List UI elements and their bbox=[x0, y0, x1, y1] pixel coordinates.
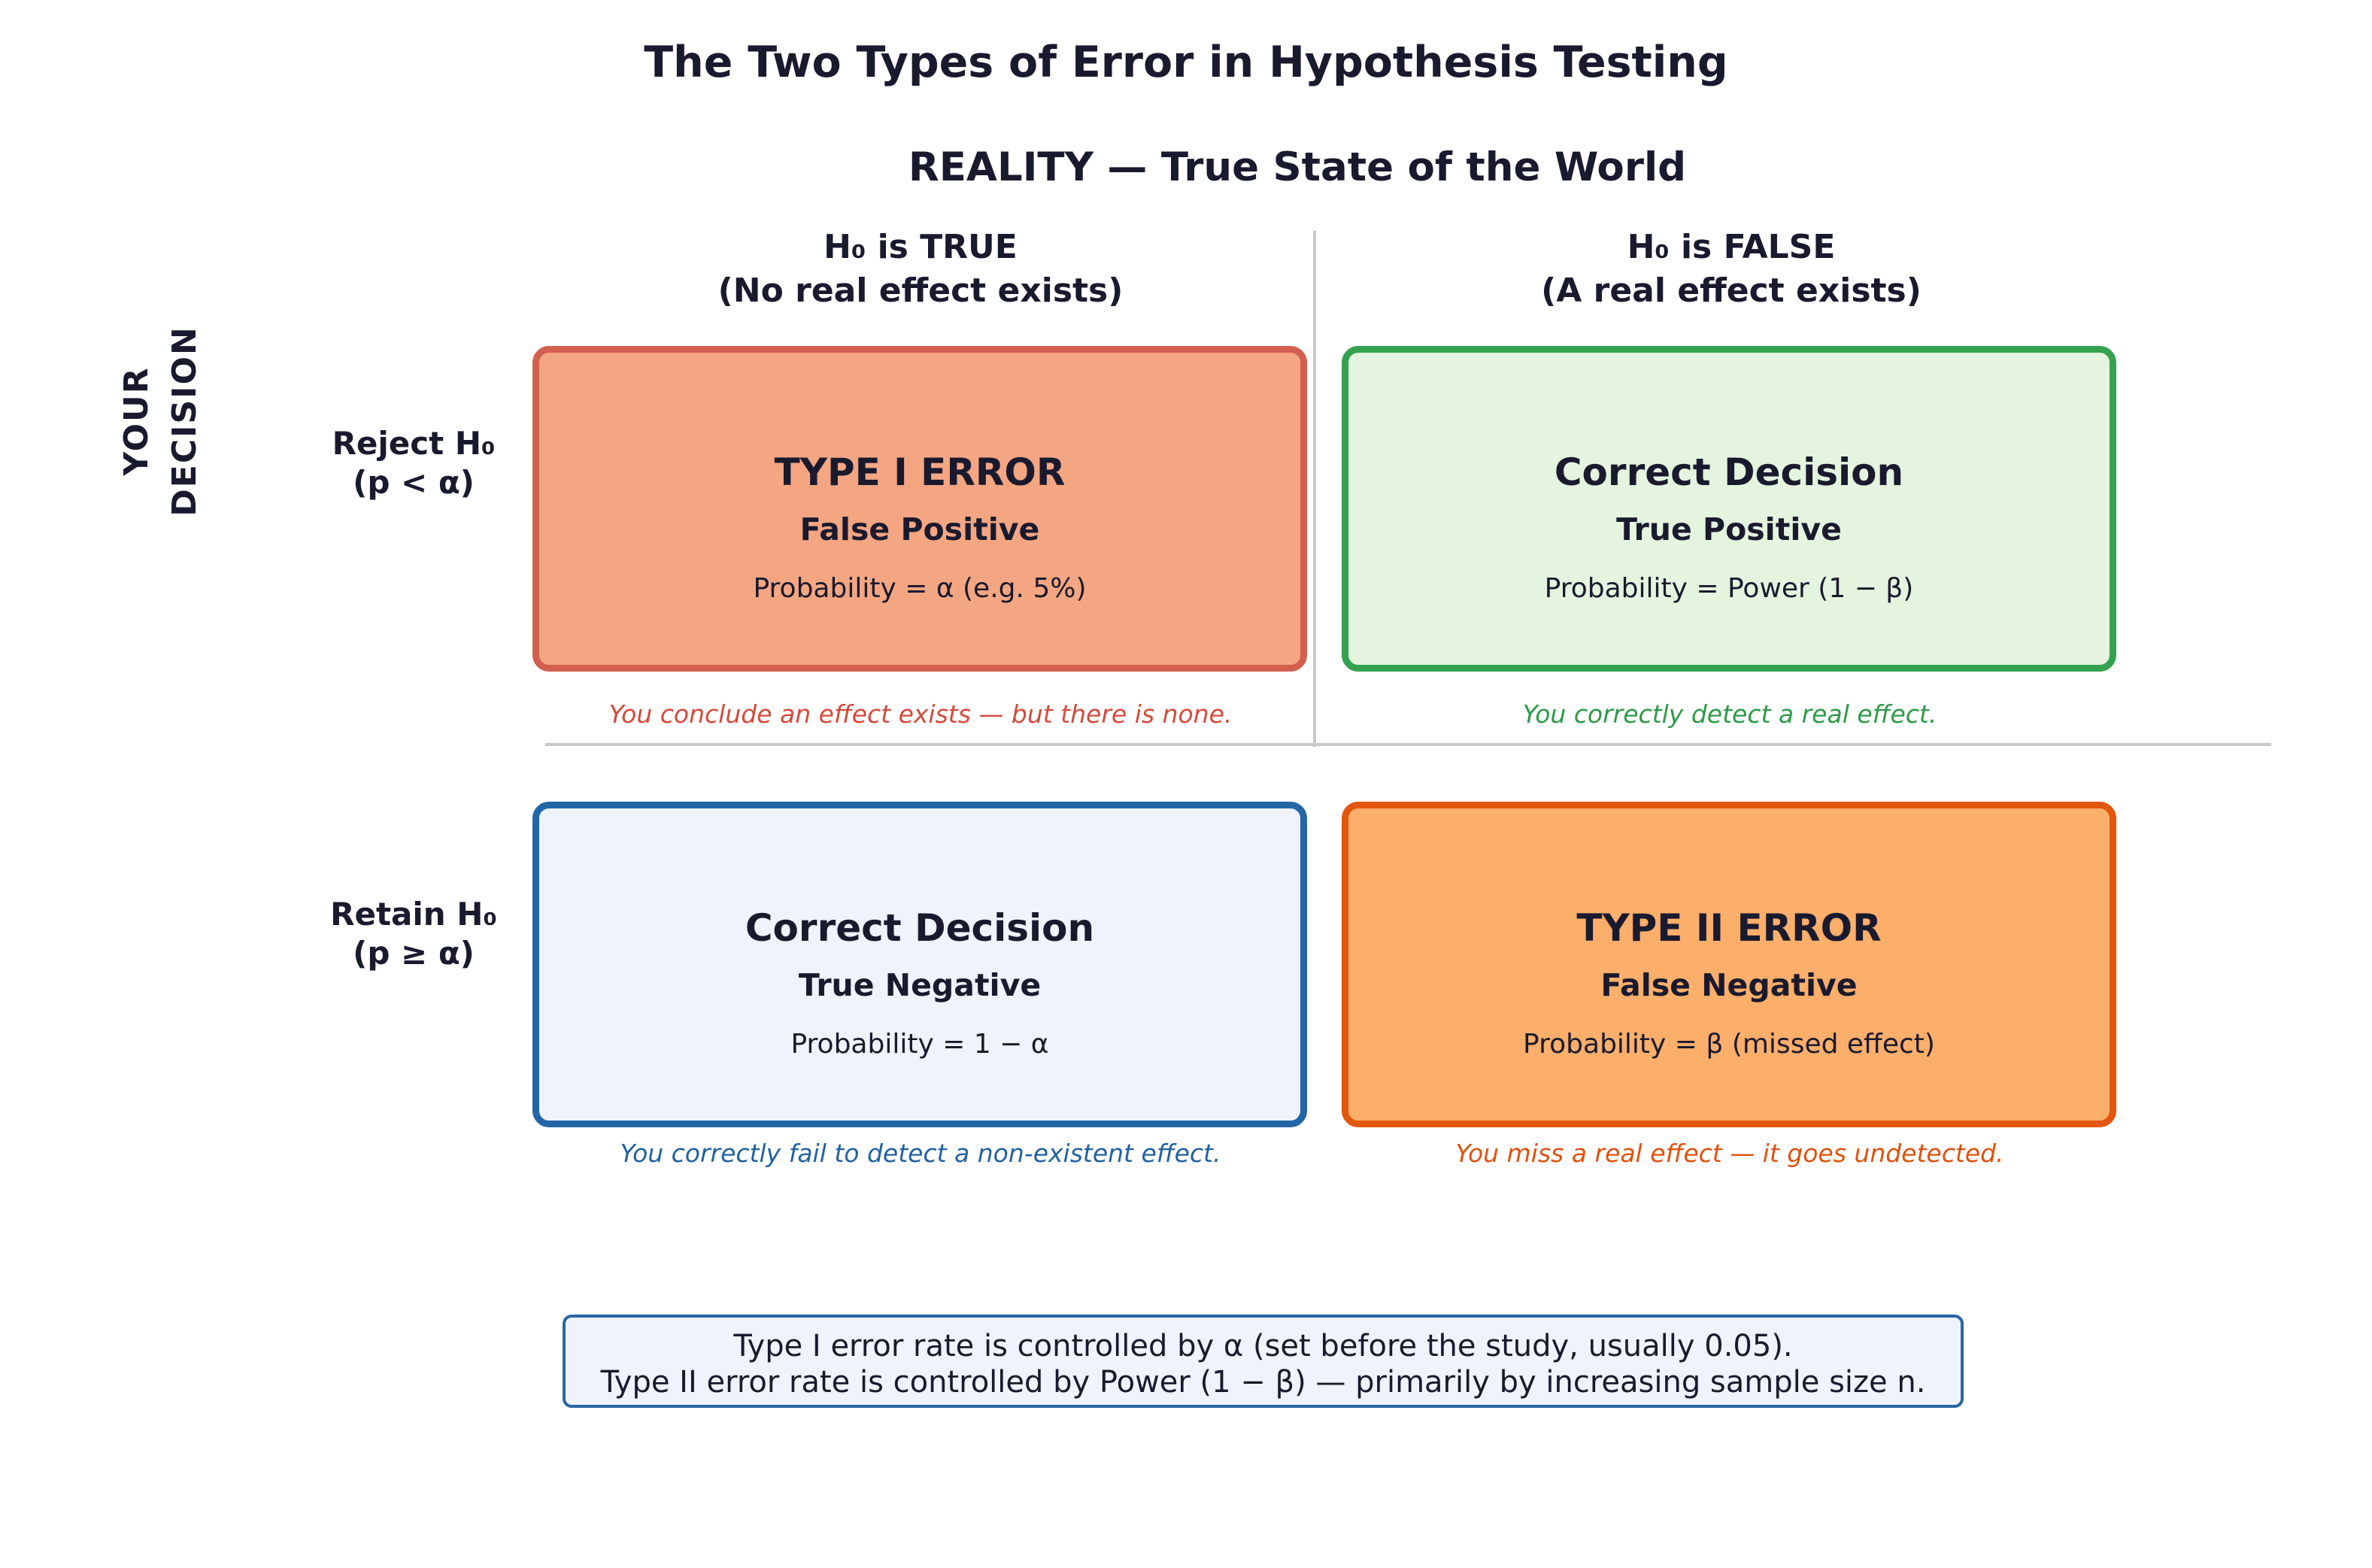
row-header-reject bbox=[301, 424, 526, 502]
diagram-title: The Two Types of Error in Hypothesis Testing bbox=[644, 38, 1728, 87]
cell-subtitle: True Negative bbox=[798, 967, 1042, 1003]
cell-title: Correct Decision bbox=[745, 906, 1095, 950]
column-header-line2: (No real effect exists) bbox=[717, 271, 1124, 310]
cell-title: TYPE II ERROR bbox=[1576, 906, 1882, 950]
cell-subtitle: True Positive bbox=[1616, 511, 1842, 547]
type-1-error-note: You conclude an effect exists — but there is none. bbox=[608, 699, 1233, 729]
column-header-line1: H₀ is FALSE bbox=[1627, 228, 1836, 266]
reality-label: REALITY — True State of the World bbox=[908, 144, 1687, 190]
column-header-h0-true bbox=[620, 226, 1221, 313]
cell-subtitle: False Negative bbox=[1600, 967, 1858, 1003]
true-positive-note: You correctly detect a real effect. bbox=[1522, 699, 1937, 729]
summary-line-2: Type II error rate is controlled by Power (1 − β) — primarily by increasing sample size n. bbox=[600, 1365, 1926, 1400]
type-2-error-note: You miss a real effect — it goes undetected. bbox=[1455, 1139, 2004, 1168]
type-2-error-cell bbox=[1342, 802, 2116, 1127]
true-negative-note: You correctly fail to detect a non-existent effect. bbox=[620, 1139, 1221, 1168]
row-header-line1: Retain H₀ bbox=[330, 896, 497, 933]
column-header-h0-false bbox=[1430, 226, 2032, 313]
type-1-error-cell bbox=[532, 346, 1307, 672]
cell-probability: Probability = α (e.g. 5%) bbox=[753, 573, 1087, 604]
cell-title: Correct Decision bbox=[1554, 450, 1904, 494]
cell-title: TYPE I ERROR bbox=[774, 450, 1066, 494]
row-header-line2: (p ≥ α) bbox=[353, 935, 475, 972]
column-header-line2: (A real effect exists) bbox=[1541, 271, 1922, 310]
summary-line-1: Type I error rate is controlled by α (set before the study, usually 0.05). bbox=[733, 1329, 1793, 1363]
vertical-divider bbox=[1313, 231, 1316, 747]
summary-box bbox=[563, 1315, 1964, 1408]
cell-probability: Probability = β (missed effect) bbox=[1523, 1029, 1935, 1060]
column-header-line1: H₀ is TRUE bbox=[824, 228, 1018, 266]
cell-probability: Probability = Power (1 − β) bbox=[1544, 573, 1914, 604]
your-decision-label: YOUR DECISION bbox=[117, 326, 204, 517]
true-positive-cell bbox=[1342, 346, 2116, 672]
cell-probability: Probability = 1 − α bbox=[790, 1029, 1049, 1060]
horizontal-divider bbox=[545, 743, 2271, 746]
row-header-line1: Reject H₀ bbox=[332, 425, 496, 462]
true-negative-cell bbox=[532, 802, 1307, 1127]
cell-subtitle: False Positive bbox=[799, 511, 1040, 547]
row-header-line2: (p < α) bbox=[353, 464, 475, 501]
row-header-retain bbox=[301, 895, 526, 973]
